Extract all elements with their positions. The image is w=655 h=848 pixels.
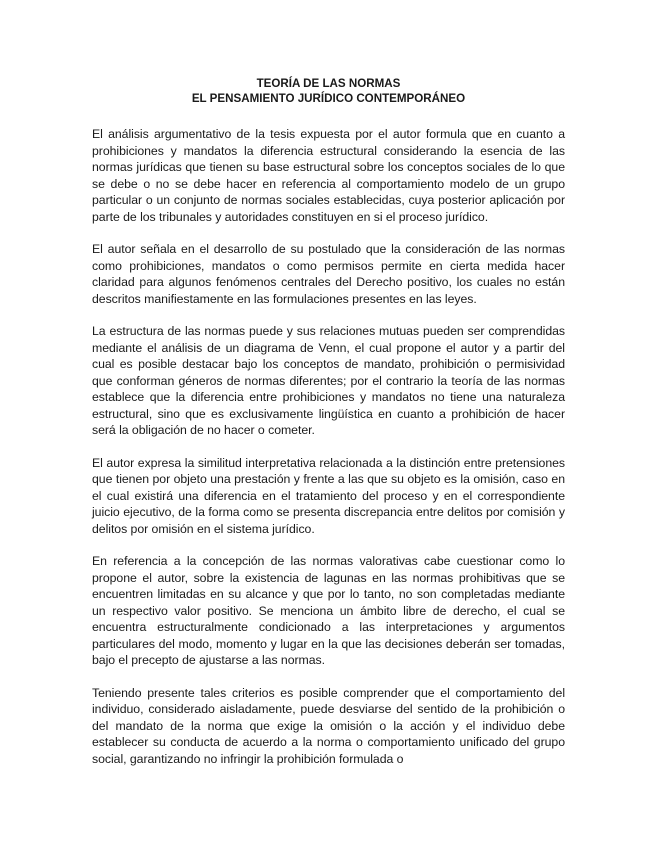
document-body bbox=[92, 76, 565, 783]
paragraph-2: El autor señala en el desarrollo de su postulado que la consideración de las normas como prohibiciones, mandatos o como permisos permite en cierta medida hacer claridad para algunos fenómenos centrales del Derecho positivo, los cuales no están descritos manifiestamente en las formulaciones presentes en las leyes. bbox=[92, 242, 565, 306]
document-subtitle: EL PENSAMIENTO JURÍDICO CONTEMPORÁNEO bbox=[191, 92, 466, 105]
paragraph-3: La estructura de las normas puede y sus relaciones mutuas pueden ser comprendidas mediante el análisis de un diagrama de Venn, el cual propone el autor y a partir del cual es posible destacar bajo los conceptos de mandato, prohibición o permisividad que conforman géneros de normas diferentes; por el contrario la teoría de las normas establece que la diferencia entre prohibiciones y mandatos no tiene una naturaleza estructural, sino que es exclusivamente lingüística en cuanto a prohibición de hacer será la obligación de no hacer o cometer. bbox=[92, 324, 565, 437]
paragraph-1: El análisis argumentativo de la tesis expuesta por el autor formula que en cuanto a prohibiciones y mandatos la diferencia estructural considerando la esencia de las normas jurídicas que tienen su base estructural sobre los conceptos sociales de lo que se debe o no se debe hacer en referencia al comportamiento modelo de un grupo particular o un conjunto de normas sociales establecidas, cuya posterior aplicación por parte de los tribunales y autoridades constituyen en si el proceso jurídico. bbox=[92, 127, 565, 224]
paragraph-5: En referencia a la concepción de las normas valorativas cabe cuestionar como lo propone el autor, sobre la existencia de lagunas en las normas prohibitivas que se encuentren limitadas en su alcance y que por lo tanto, no son completadas mediante un respectivo valor positivo. Se menciona un ámbito libre de derecho, el cual se encuentra estructuralmente condicionado a las interpretaciones y argumentos particulares del modo, momento y lugar en la que las decisiones deberán ser tomadas, bajo el precepto de ajustarse a las normas. bbox=[92, 554, 565, 667]
paragraph-6: Teniendo presente tales criterios es posible comprender que el comportamiento del individuo, considerado aisladamente, puede desviarse del sentido de la prohibición o del mandato de la norma que exige la omisión o la acción y el individuo debe establecer su conducta de acuerdo a la norma o comportamiento unificado del grupo social, garantizando no infringir la prohibición formulada o bbox=[92, 685, 565, 766]
document-title: TEORÍA DE LAS NORMAS bbox=[256, 77, 401, 90]
paragraph-4: El autor expresa la similitud interpretativa relacionada a la distinción entre pretensiones que tienen por objeto una prestación y frente a las que su objeto es la omisión, caso en el cual existirá una diferencia en el tratamiento del proceso y en el correspondiente juicio ejecutivo, de la forma como se presenta discrepancia entre delitos por comisión y delitos por omisión en el sistema jurídico. bbox=[92, 455, 565, 536]
